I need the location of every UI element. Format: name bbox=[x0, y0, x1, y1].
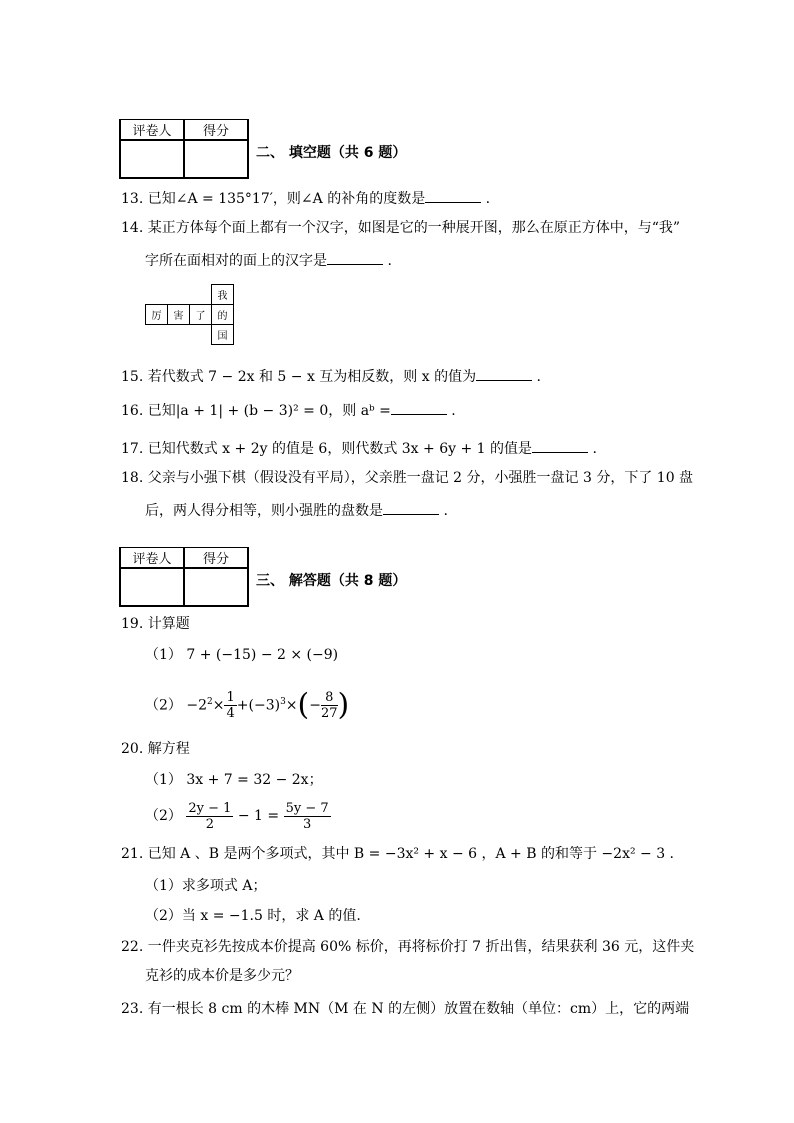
grader-label: 评卷人 bbox=[120, 120, 184, 141]
question-number: 13. bbox=[121, 191, 144, 207]
denominator: 4 bbox=[226, 706, 235, 722]
answer-blank bbox=[532, 438, 588, 453]
net-cell: 我 bbox=[212, 285, 234, 305]
question-text: 父亲与小强下棋（假设没有平局），父亲胜一盘记 2 分，小强胜一盘记 3 分，下了 10 盘 bbox=[147, 470, 694, 486]
question-14-cont: 字所在面相对的面上的汉字是 . bbox=[145, 250, 392, 270]
answer-blank bbox=[383, 500, 439, 515]
fraction-8-27 bbox=[321, 690, 338, 721]
denominator: 3 bbox=[302, 816, 312, 832]
section-title: 二、 填空题（共 6 题） bbox=[256, 145, 407, 161]
score-cell bbox=[184, 568, 248, 606]
fraction-right bbox=[284, 801, 331, 832]
net-cell: 厉 bbox=[146, 305, 168, 325]
question-number: 14. bbox=[121, 220, 144, 236]
denominator: 2 bbox=[205, 816, 215, 832]
q21-part-2: （2）当 x = −1.5 时，求 A 的值. bbox=[145, 908, 361, 924]
question-23 bbox=[121, 1000, 689, 1018]
question-number: 23. bbox=[121, 1001, 144, 1017]
fraction-1-4 bbox=[224, 690, 236, 721]
q19-part-1: （1） 7 + (−15) − 2 × (−9) bbox=[145, 647, 339, 663]
grader-label: 评卷人 bbox=[120, 548, 184, 569]
score-table-2 bbox=[119, 547, 249, 607]
numerator: 8 bbox=[321, 690, 338, 706]
question-18-cont: 后，两人得分相等，则小强胜的盘数是 . bbox=[145, 500, 448, 520]
denominator: 27 bbox=[320, 706, 338, 722]
answer-blank bbox=[425, 188, 481, 203]
question-text: 一件夹克衫先按成本价提高 60% 标价，再将标价打 7 折出售，结果获利 36 元，这件夹 bbox=[147, 939, 695, 955]
net-cell: 国 bbox=[212, 325, 234, 345]
net-cell: 了 bbox=[190, 305, 212, 325]
question-text: 若代数式 7 − 2x 和 5 − x 互为相反数，则 x 的值为 bbox=[147, 369, 477, 385]
numerator: 2y − 1 bbox=[188, 800, 232, 816]
question-number: 17. bbox=[121, 441, 144, 457]
grader-cell bbox=[120, 568, 184, 606]
question-21 bbox=[121, 845, 674, 863]
question-number: 15. bbox=[121, 369, 144, 385]
section-title: 三、 解答题（共 8 题） bbox=[256, 573, 407, 589]
term: +(−3) bbox=[236, 697, 281, 714]
fraction-left bbox=[186, 801, 233, 832]
net-cell: 的 bbox=[212, 305, 234, 325]
question-text: 某正方体每个面上都有一个汉字，如图是它的一种展开图，那么在原正方体中，与“我” bbox=[147, 220, 681, 236]
part-label: （2） bbox=[145, 808, 182, 824]
question-text: 解方程 bbox=[147, 741, 190, 757]
question-number: 16. bbox=[121, 403, 144, 419]
question-14 bbox=[121, 219, 680, 237]
question-text: 字所在面相对的面上的汉字是 bbox=[145, 253, 327, 269]
question-number: 21. bbox=[121, 846, 144, 862]
numerator: 1 bbox=[226, 690, 235, 706]
question-19 bbox=[121, 615, 190, 633]
question-number: 20. bbox=[121, 741, 144, 757]
q19-part-2: $(2) -2^2\times$ $\frac{1}{4}$ $+(-3)^3\times(-$ $\frac{8}{27}$ ) bbox=[145, 687, 350, 723]
question-20 bbox=[121, 740, 190, 758]
question-text: 已知代数式 x + 2y 的值是 6，则代数式 3x + 6y + 1 的值是 bbox=[147, 441, 533, 457]
answer-blank bbox=[327, 250, 383, 265]
operator: × bbox=[285, 697, 298, 714]
question-text: 已知|a + 1| + (b − 3)² = 0，则 aᵇ = bbox=[147, 403, 391, 419]
numerator: 5y − 7 bbox=[285, 800, 329, 816]
question-text: 已知 A 、B 是两个多项式，其中 B = −3x² + x − 6 ，A + B 的和等于 −2x² − 3 . bbox=[147, 846, 675, 862]
score-table-1 bbox=[119, 119, 249, 179]
q21-part-1: （1）求多项式 A； bbox=[145, 878, 267, 894]
question-16: 16. 已知|a + 1| + (b − 3)² = 0，则 aᵇ = . bbox=[121, 400, 456, 420]
score-label: 得分 bbox=[184, 120, 248, 141]
operator: − 1 = bbox=[237, 808, 280, 824]
question-22 bbox=[121, 938, 694, 956]
term: −2 bbox=[186, 697, 208, 714]
question-text: 有一根长 8 cm 的木棒 MN（M 在 N 的左侧）放置在数轴（单位：cm）上，它的两端 bbox=[147, 1001, 690, 1017]
question-text: 后，两人得分相等，则小强胜的盘数是 bbox=[145, 503, 383, 519]
score-cell bbox=[184, 140, 248, 178]
question-text: 计算题 bbox=[147, 616, 190, 632]
question-number: 19. bbox=[121, 616, 144, 632]
question-13: 13. 已知∠A = 135°17′，则∠A 的补角的度数是 . bbox=[121, 188, 490, 208]
question-17: 17. 已知代数式 x + 2y 的值是 6，则代数式 3x + 6y + 1 的值是 . bbox=[121, 438, 597, 458]
question-22-cont: 克衫的成本价是多少元？ bbox=[145, 968, 299, 984]
net-cell: 害 bbox=[168, 305, 190, 325]
operator: × bbox=[212, 697, 225, 714]
answer-blank bbox=[391, 400, 447, 415]
part-label: （2） bbox=[145, 697, 182, 714]
grader-cell bbox=[120, 140, 184, 178]
answer-blank bbox=[476, 366, 532, 381]
question-15: 15. 若代数式 7 − 2x 和 5 − x 互为相反数，则 x 的值为 . bbox=[121, 366, 541, 386]
question-number: 22. bbox=[121, 939, 144, 955]
score-label: 得分 bbox=[184, 548, 248, 569]
question-number: 18. bbox=[121, 470, 144, 486]
q20-part-1: （1） 3x + 7 = 32 − 2x； bbox=[145, 772, 323, 788]
question-18 bbox=[121, 469, 693, 487]
q20-part-2 bbox=[145, 797, 331, 835]
cube-net bbox=[145, 284, 234, 345]
question-text: 已知∠A = 135°17′，则∠A 的补角的度数是 bbox=[147, 191, 426, 207]
